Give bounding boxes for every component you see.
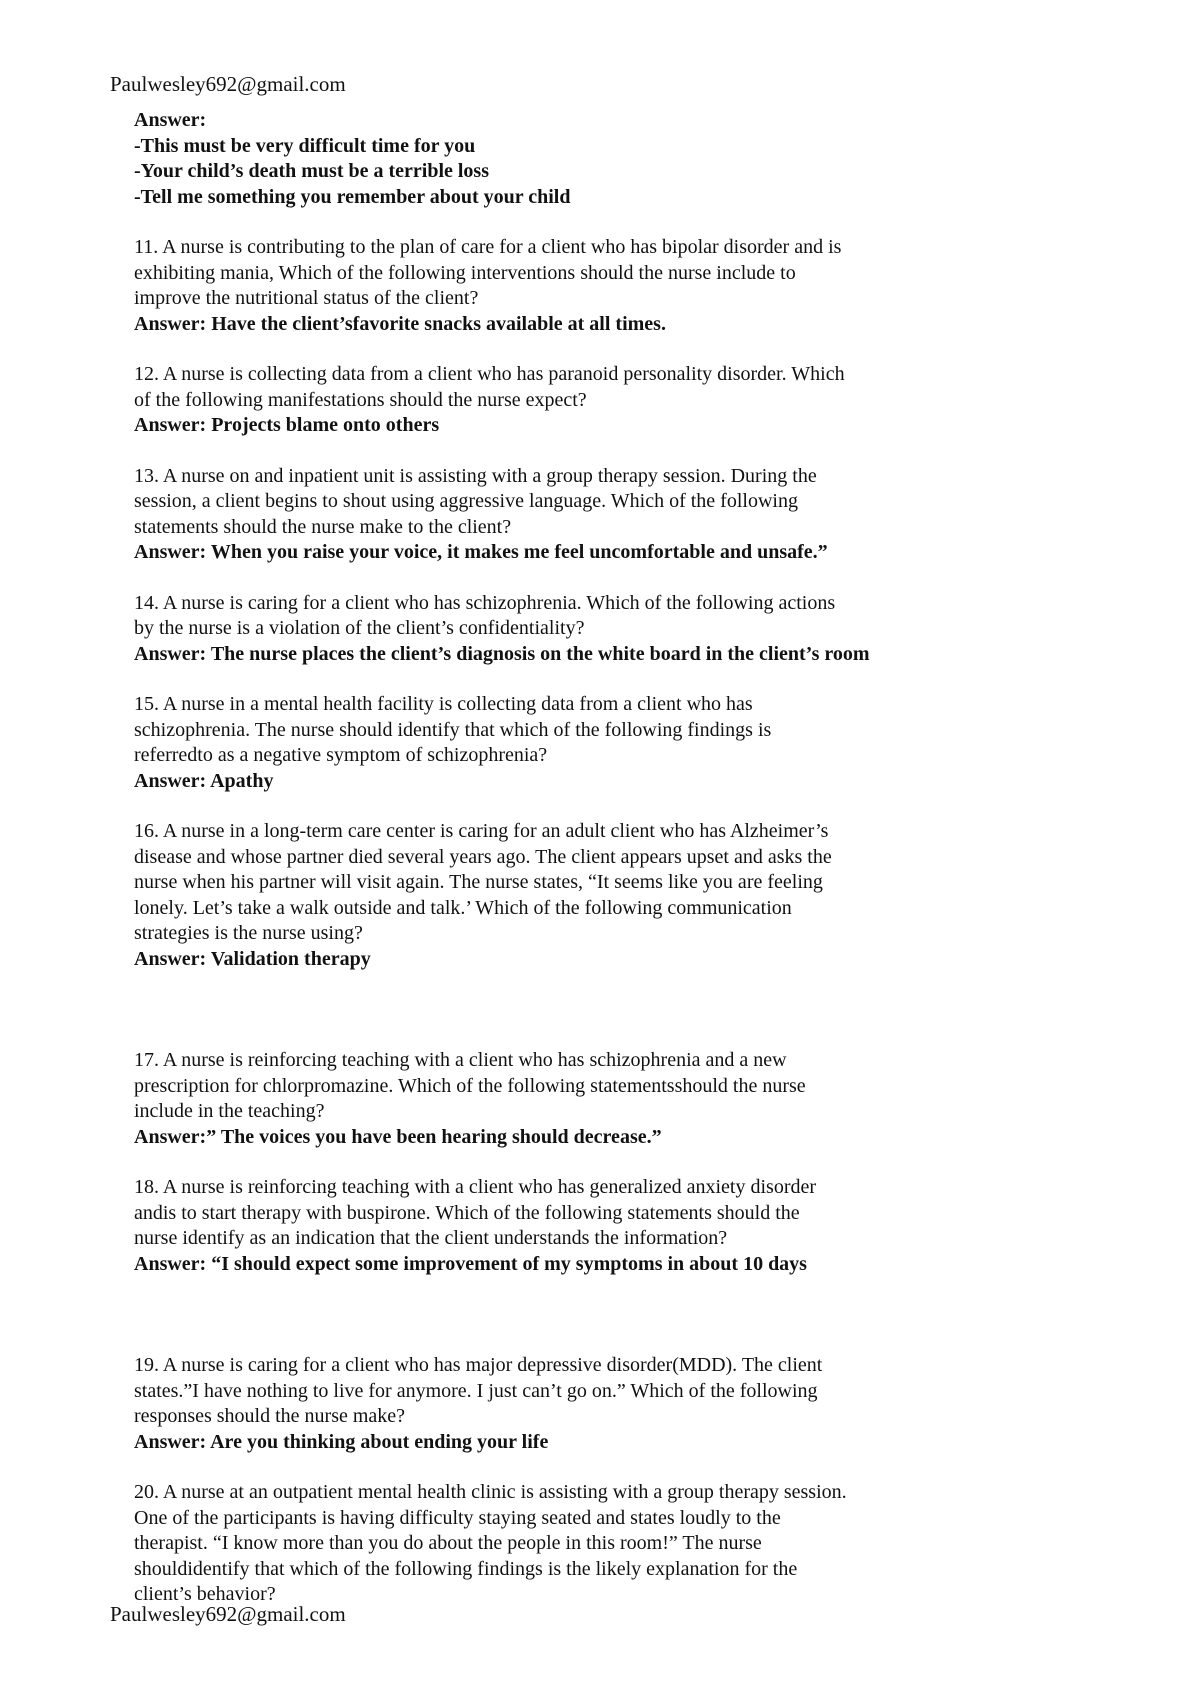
question-answer: Answer: Have the client’sfavorite snacks available at all times. (134, 312, 666, 335)
question-stem: 20. A nurse at an outpatient mental health clinic is assisting with a group therapy session. One of the participants is having difficulty staying seated and states loudly to the therapist. “I know more than you do about the people in this room!” The nurse shouldidentify that which of the following findings is the likely explanation for the client’s behavior? (134, 1481, 847, 1605)
question-answer: Answer: Projects blame onto others (134, 414, 440, 436)
question-15 (134, 692, 964, 794)
question-stem: 19. A nurse is caring for a client who has major depressive disorder(MDD). The client states.”I have nothing to live for anymore. I just can’t go on.” Which of the following responses should the nurse make? (134, 1354, 823, 1427)
intro-answer-label: Answer: (134, 109, 207, 131)
question-12 (134, 362, 964, 439)
page-content (134, 108, 964, 1608)
question-stem: 13. A nurse on and inpatient unit is assisting with a group therapy session. During the session, a client begins to shout using aggressive language. Which of the following statements should the nurse make to the client? (134, 464, 817, 538)
question-13 (134, 464, 964, 566)
intro-answer-line: -This must be very difficult time for you (134, 134, 476, 157)
question-answer: Answer: Are you thinking about ending your life (134, 1430, 549, 1453)
question-answer: Answer: “I should expect some improvement of my symptoms in about 10 days (134, 1252, 807, 1275)
question-stem: 14. A nurse is caring for a client who has schizophrenia. Which of the following actions by the nurse is a violation of the client’s confidentiality? (134, 591, 836, 639)
question-answer: Answer: Apathy (134, 769, 274, 792)
question-stem: 17. A nurse is reinforcing teaching with a client who has schizophrenia and a new prescription for chlorpromazine. Which of the following statementsshould the nurse include in the teaching? (134, 1049, 806, 1122)
question-18 (134, 1175, 964, 1277)
question-answer: Answer: Validation therapy (134, 947, 371, 970)
page-footer-email: Paulwesley692@gmail.com (110, 1602, 346, 1626)
page-header-email: Paulwesley692@gmail.com (110, 72, 346, 96)
question-16 (134, 819, 964, 972)
question-answer: Answer:” The voices you have been hearing should decrease.” (134, 1125, 662, 1148)
question-17 (134, 1048, 964, 1150)
question-14 (134, 591, 964, 668)
question-stem: 18. A nurse is reinforcing teaching with a client who has generalized anxiety disorder andis to start therapy with buspirone. Which of the following statements should the nurse identify as an indication that the client understands the information? (134, 1176, 817, 1249)
intro-answer-block (134, 108, 964, 210)
question-answer: Answer: When you raise your voice, it makes me feel uncomfortable and unsafe.” (134, 541, 828, 563)
question-answer: Answer: The nurse places the client’s diagnosis on the white board in the client’s room (134, 642, 870, 665)
question-11 (134, 235, 964, 337)
question-19 (134, 1353, 964, 1455)
question-stem: 16. A nurse in a long-term care center is caring for an adult client who has Alzheimer’s disease and whose partner died several years ago. The client appears upset and asks the nurse when his partner will visit again. The nurse states, “It seems like you are feeling lonely. Let’s take a walk outside and talk.’ Which of the following communication strategies is the nurse using? (134, 820, 832, 944)
question-stem: 11. A nurse is contributing to the plan of care for a client who has bipolar disorder and is exhibiting mania, Which of the following interventions should the nurse include to improve the nutritional status of the client? (134, 236, 842, 309)
intro-answer-line: -Your child’s death must be a terrible loss (134, 160, 489, 182)
question-stem: 15. A nurse in a mental health facility is collecting data from a client who has schizophrenia. The nurse should identify that which of the following findings is referredto as a negative symptom of schizophrenia? (134, 693, 772, 766)
question-20 (134, 1480, 964, 1608)
intro-answer-line: -Tell me something you remember about your child (134, 185, 571, 208)
question-stem: 12. A nurse is collecting data from a client who has paranoid personality disorder. Which of the following manifestations should the nurse expect? (134, 363, 845, 411)
